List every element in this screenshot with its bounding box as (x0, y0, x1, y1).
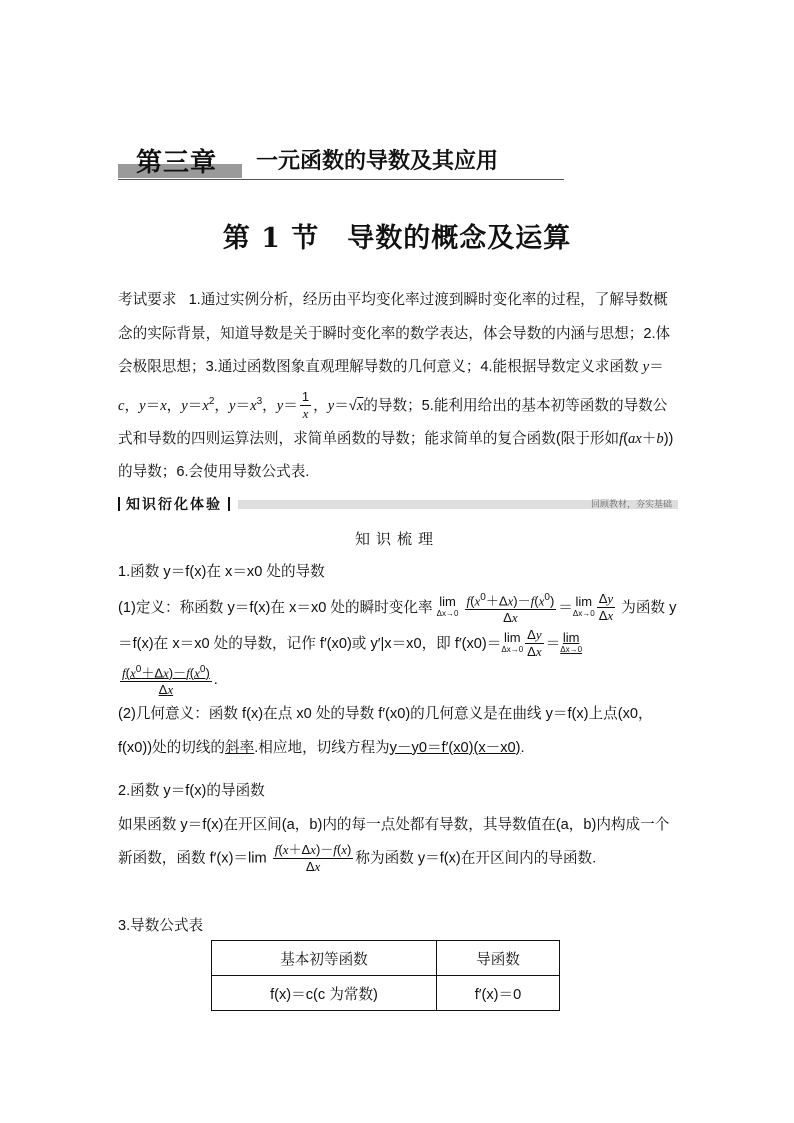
chapter-header (118, 140, 564, 180)
requirements-text-1: 1.通过实例分析，经历由平均变化率过渡到瞬时变化率的过程，了解导数概念的实际背景，知道导数是关于瞬时变化率的数学表达，体会导数的内涵与思想；2.体会极限思想；3.通过函数图象直观理解导数的几何意义；4.能根据导数定义求函数 (118, 292, 671, 375)
item-1-geometric-b: .相应地，切线方程为 (254, 739, 390, 756)
item-2: 2.函数 y＝f(x)的导函数 如果函数 y＝f(x)在开区间(a，b)内的每一点处都有导数，其导数值在(a，b)内构成一个新函数，函数 f′(x)＝lim $\frac{f(x+\Delta x)-f(x)}{\Delta x}$ 称为函数 y＝f(x)在开区间内的导函数. (118, 775, 678, 876)
item-1-geometric-a: (2)几何意义：函数 f(x)在点 x0 处的导数 f′(x0)的几何意义是在曲线 y＝f(x)上点(x0，f(x0))处的切线的 (118, 706, 653, 756)
item-3-heading: 3.导数公式表 (118, 918, 204, 934)
item-1-blank-tangent: y－y0＝f′(x0)(x－x0) (389, 739, 521, 756)
item-2-text-b: 称为函数 y＝f(x)在开区间内的导函数. (355, 850, 597, 867)
exam-requirements: 考试要求 1.通过实例分析，经历由平均变化率过渡到瞬时变化率的过程，了解导数概念的实际背景，知道导数是关于瞬时变化率的数学表达，体会导数的内涵与思想；2.体会极限思想；3.通过函数图象直观理解导数的几何意义；4.能根据导数定义求函数 y＝c，y＝x，$y=x^2$，$y=x^3$，y＝ $\frac{1}{x}$ ，y＝√x的导数；5.能利用给出的基本初等函数的导数公式和导数的四则运算法则，求简单函数的导数；能求简单的复合函数(限于形如f(ax＋b))的导数；6.会使用导数公式表. (118, 292, 674, 481)
knowledge-subhead: 知识梳理 (354, 531, 439, 548)
requirements-text-3: 的导数；6.会使用导数公式表. (118, 464, 310, 481)
table-header-cell: 导函数 (437, 941, 560, 976)
table-header-row (212, 941, 560, 976)
item-1-definition-b: 为函数 y＝f(x)在 x＝x0 处的导数，记作 f′(x0)或 y′|x＝x0，即 f′(x0)＝ (118, 599, 677, 652)
knowledge-section-bar (118, 494, 678, 514)
table-header-cell: 基本初等函数 (212, 941, 437, 976)
requirements-text-2: 的导数；5.能利用给出的基本初等函数的导数公式和导数的四则运算法则，求简单函数的导数；能求简单的复合函数(限于形如 (118, 397, 668, 447)
item-2-heading: 2.函数 y＝f(x)的导函数 (118, 783, 265, 799)
chapter-title: 一元函数的导数及其应用 (256, 148, 499, 174)
table-row (212, 976, 560, 1011)
item-1-heading: 1.函数 y＝f(x)在 x＝x0 处的导数 (118, 564, 325, 580)
derivative-formula-table (211, 940, 560, 1011)
item-2-text-a: 如果函数 y＝f(x)在开区间(a，b)内的每一点处都有导数，其导数值在(a，b)内构成一个新函数，函数 f′(x)＝lim (118, 816, 670, 867)
item-1: 1.函数 y＝f(x)在 x＝x0 处的导数 (1)定义：称函数 y＝f(x)在 x＝x0 处的瞬时变化率 lim Δx→0 $\frac{f(x^0+\Delta x)-f(x^0)}{\Delta x}$ ＝ lim Δx→0 $\frac{\Delta y}{\Delta x}$ 为函数 y＝f(x)在 x＝x0 处的导数，记作 f′(x0)或 y′|x＝x0，即 f′(x0)＝ lim Δx→0 $\frac{\Delta y}{\Delta x}$ ＝ lim Δx→0 $\frac{f(x^0+\Delta x)-f(x^0)}{\Delta x}$ . (2)几何意义：函数 f(x)在点 x0 处的导数 f′(x0)的几何意义是在曲线 y＝f(x)上点(x0，f(x0))处的切线的斜率.相应地，切线方程为y－y0＝f′(x0)(x－x0). (118, 556, 678, 765)
section-title: 第 1 节 导数的概念及运算 (222, 223, 572, 254)
chapter-tag: 第三章 (118, 140, 242, 178)
requirements-label: 考试要求 (118, 292, 177, 308)
table-cell: f(x)＝c(c 为常数) (212, 976, 437, 1011)
table-cell (437, 976, 560, 1011)
item-1-definition-a: (1)定义：称函数 y＝f(x)在 x＝x0 处的瞬时变化率 (118, 599, 433, 616)
table-cell-text: f′(x)＝0 (474, 986, 522, 1003)
knowledge-bar-subtitle: 回顾教材，夯实基础 (590, 499, 672, 509)
knowledge-bar-title: 知识衍化体验 (126, 496, 222, 512)
item-1-blank-slope: 斜率 (225, 739, 255, 756)
